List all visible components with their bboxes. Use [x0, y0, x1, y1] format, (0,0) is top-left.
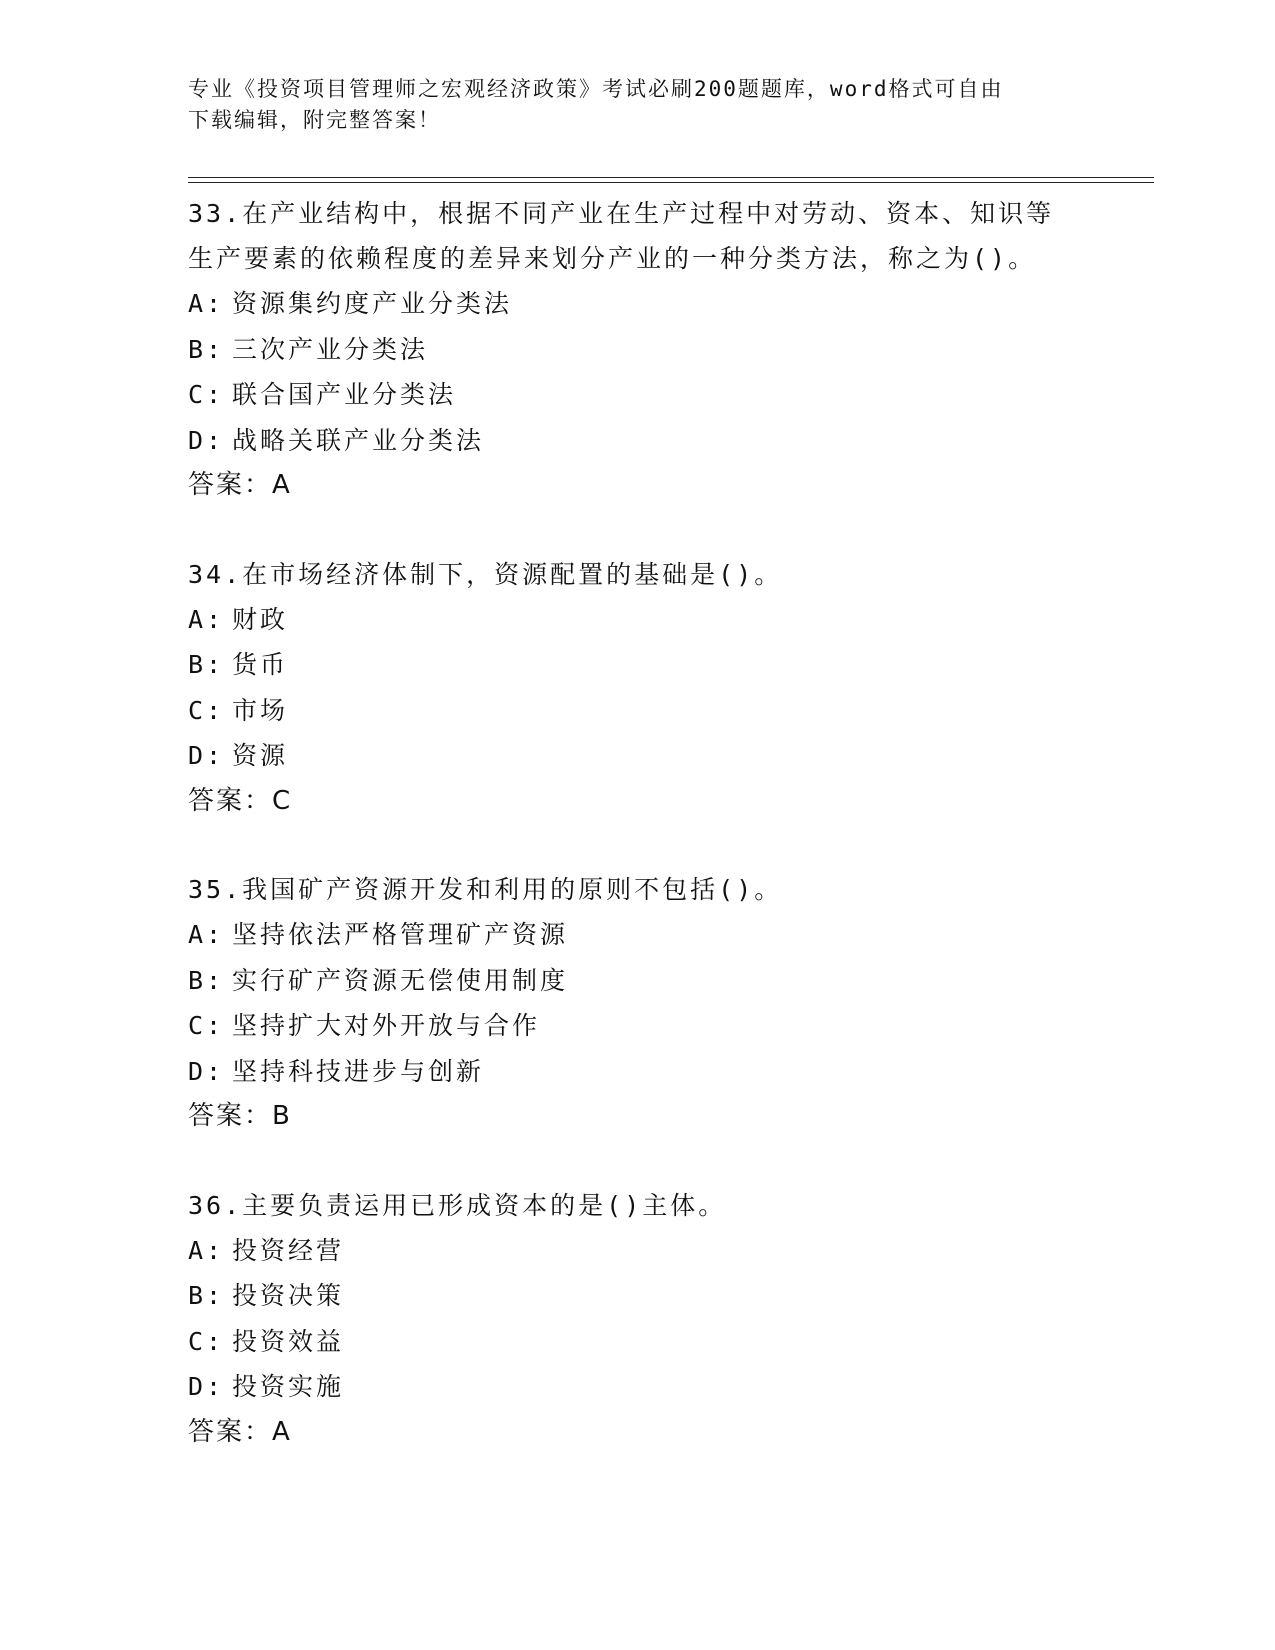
header-divider-top — [188, 177, 1154, 178]
header-divider-bottom — [188, 182, 1154, 183]
option-letter: C: — [188, 1011, 225, 1040]
option-text: 投资效益 — [232, 1326, 345, 1356]
option-letter: A: — [188, 289, 225, 318]
option-text: 坚持扩大对外开放与合作 — [232, 1011, 541, 1040]
option-letter: D: — [188, 1372, 225, 1401]
option-c — [188, 1319, 1088, 1365]
option-letter: C: — [188, 380, 225, 409]
option-letter: B: — [188, 334, 225, 364]
option-d — [188, 1364, 1088, 1410]
question-stem-line: 34.在市场经济体制下，资源配置的基础是()。 — [188, 559, 783, 589]
option-text: 财政 — [232, 604, 289, 634]
question-34 — [188, 552, 1088, 825]
option-b — [188, 327, 1088, 373]
question-stem-line: 36.主要负责运用已形成资本的是()主体。 — [188, 1190, 727, 1220]
question-stem — [188, 191, 1088, 281]
header-line-2: 下载编辑，附完整答案！ — [188, 108, 441, 132]
option-letter: A: — [188, 1235, 225, 1265]
option-a — [188, 597, 1088, 643]
question-35 — [188, 867, 1088, 1140]
option-text: 资源 — [232, 741, 289, 770]
option-letter: D: — [188, 741, 225, 770]
question-stem — [188, 867, 1088, 912]
question-36 — [188, 1183, 1088, 1456]
question-33 — [188, 191, 1088, 509]
option-a — [188, 912, 1088, 958]
option-letter: B: — [188, 965, 225, 995]
answer-line: 答案：C — [188, 785, 293, 816]
question-stem-line: 33.在产业结构中，根据不同产业在生产过程中对劳动、资本、知识等 — [188, 199, 1055, 228]
option-a — [188, 281, 1088, 327]
option-text: 市场 — [232, 695, 289, 725]
option-letter: A: — [188, 920, 225, 949]
option-text: 坚持科技进步与创新 — [232, 1056, 485, 1086]
option-text: 投资实施 — [232, 1372, 345, 1401]
option-text: 资源集约度产业分类法 — [232, 289, 513, 318]
option-c — [188, 1003, 1088, 1049]
option-d — [188, 1049, 1088, 1095]
option-text: 战略关联产业分类法 — [232, 425, 485, 455]
question-list — [188, 191, 1088, 1498]
answer-line: 答案：A — [188, 470, 292, 500]
option-text: 坚持依法严格管理矿产资源 — [232, 920, 569, 949]
option-c — [188, 688, 1088, 734]
option-letter: B: — [188, 1281, 225, 1310]
question-stem-line: 生产要素的依赖程度的差异来划分产业的一种分类方法，称之为()。 — [188, 244, 1037, 273]
option-letter: A: — [188, 604, 225, 634]
header-line-1: 专业《投资项目管理师之宏观经济政策》考试必刷200题题库，word格式可自由 — [188, 77, 1004, 101]
option-text: 货币 — [232, 650, 289, 679]
option-b — [188, 1273, 1088, 1319]
document-header — [188, 74, 1068, 136]
question-stem-line: 35.我国矿产资源开发和利用的原则不包括()。 — [188, 875, 783, 904]
option-d — [188, 733, 1088, 779]
question-stem — [188, 1183, 1088, 1228]
option-text: 投资经营 — [232, 1235, 345, 1265]
option-text: 联合国产业分类法 — [232, 380, 457, 409]
answer-line: 答案：B — [188, 1101, 292, 1131]
option-letter: D: — [188, 425, 225, 455]
option-b — [188, 958, 1088, 1004]
option-c — [188, 372, 1088, 418]
option-letter: C: — [188, 695, 225, 725]
option-a — [188, 1228, 1088, 1274]
option-b — [188, 642, 1088, 688]
answer-line: 答案：A — [188, 1416, 292, 1447]
option-text: 实行矿产资源无偿使用制度 — [232, 965, 569, 995]
option-text: 投资决策 — [232, 1281, 345, 1310]
option-d — [188, 418, 1088, 464]
option-letter: D: — [188, 1056, 225, 1086]
option-text: 三次产业分类法 — [232, 334, 429, 364]
option-letter: C: — [188, 1326, 225, 1356]
option-letter: B: — [188, 650, 225, 679]
question-stem — [188, 552, 1088, 597]
